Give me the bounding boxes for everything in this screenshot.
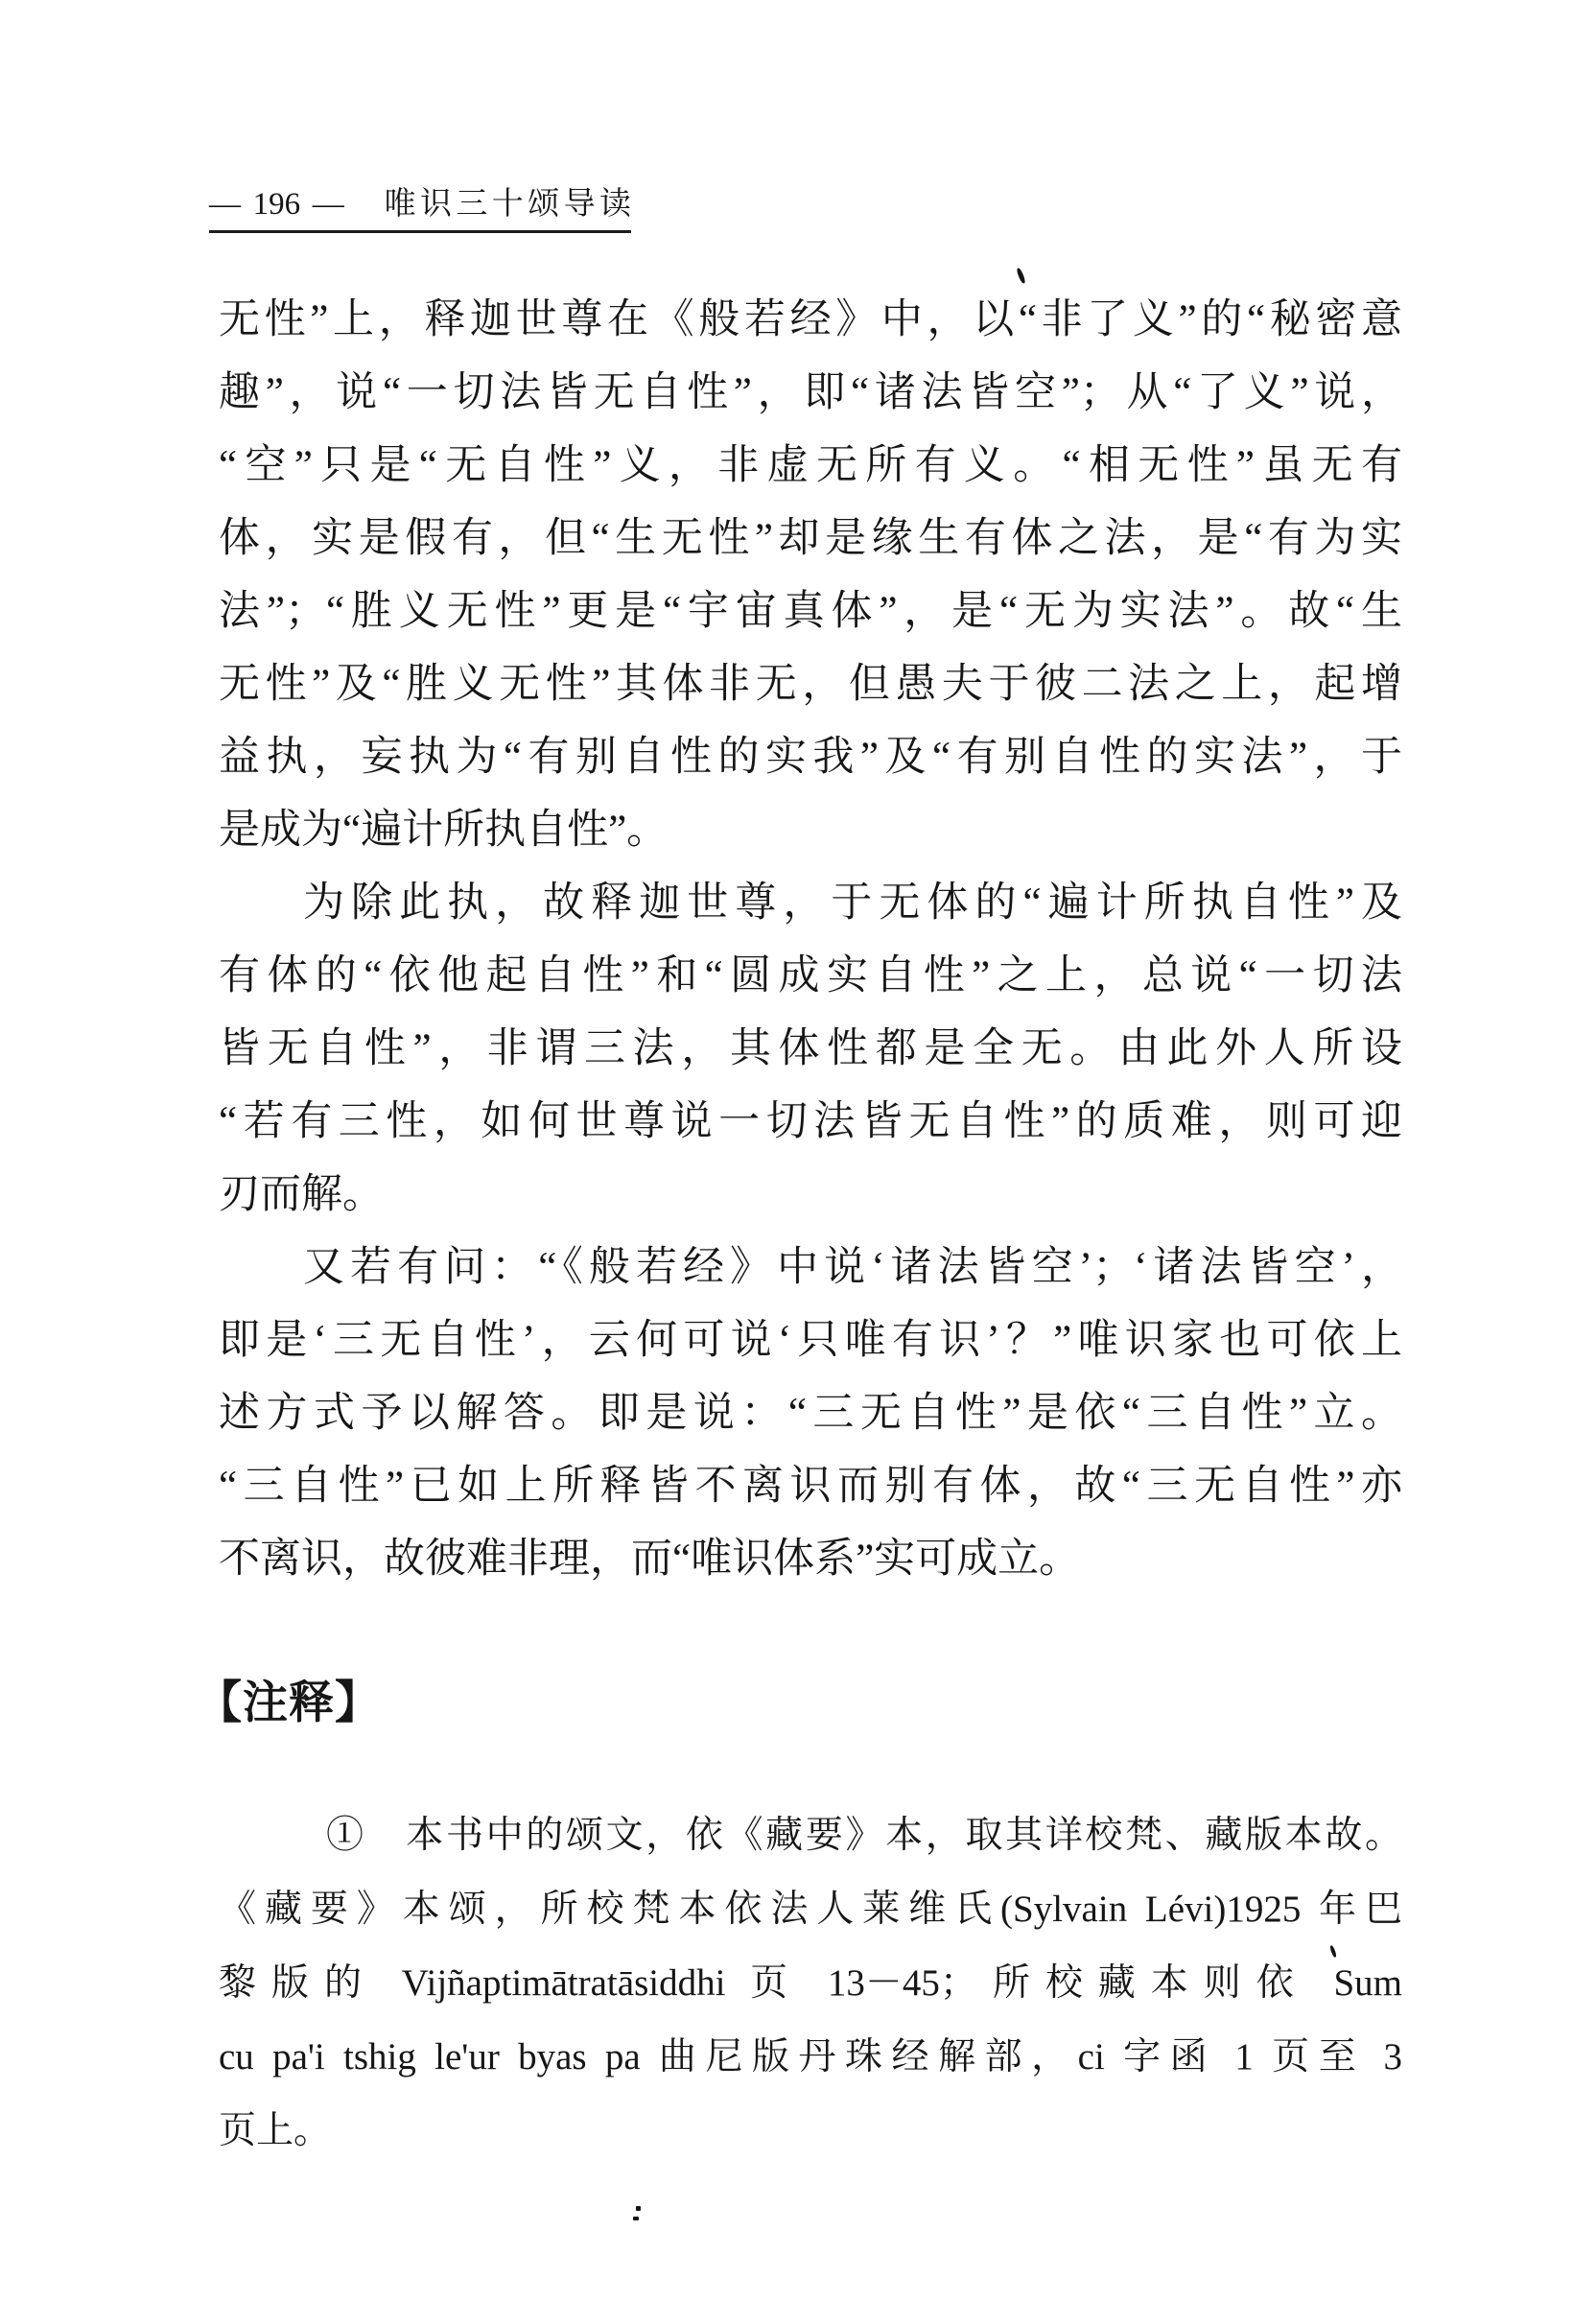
body-line: 体，实是假有，但“生无性”却是缘生有体之法，是“有为实: [219, 516, 1402, 561]
body-line: 为除此执，故释迦世尊，于无体的“遍计所执自性”及: [303, 880, 1402, 926]
footnote-line: ① 本书中的颂文，依《藏要》本，取其详校梵、藏版本故。: [326, 1815, 1402, 1856]
scan-artifact-dot: [636, 2206, 641, 2211]
body-line: 是成为“遍计所执自性”。: [219, 808, 669, 853]
footnote-line: 《藏要》本颂，所校梵本依法人莱维氏(Sylvain Lévi)1925 年巴: [219, 1889, 1402, 1930]
body-line: 又若有问：“《般若经》中说‘诸法皆空’；‘诸法皆空’，: [303, 1245, 1402, 1290]
scan-artifact-dot: [633, 2217, 639, 2220]
footnote-line: 黎版的 Vijñaptimātratāsiddhi 页 13－45；所校藏本则依 Sum: [219, 1962, 1402, 2004]
main-text-block: [219, 284, 1402, 1596]
body-line: 不离识，故彼难非理，而“唯识体系”实可成立。: [219, 1537, 1081, 1582]
body-line: “三自性”已如上所释皆不离识而别有体，故“三无自性”亦: [219, 1464, 1402, 1509]
footnotes-block: [219, 1798, 1402, 2168]
footnote-line: 页上。: [219, 2110, 332, 2151]
body-line: 无性”上，释迦世尊在《般若经》中，以“非了义”的“秘密意: [219, 297, 1402, 342]
body-line: 趣”，说“一切法皆无自性”，即“诸法皆空”；从“了义”说，: [219, 370, 1402, 415]
scan-artifact-tick: [1016, 268, 1026, 285]
body-line: 无性”及“胜义无性”其体非无，但愚夫于彼二法之上，起增: [219, 662, 1402, 707]
body-line: 有体的“依他起自性”和“圆成实自性”之上，总说“一切法: [219, 953, 1402, 998]
body-line: 益执，妄执为“有别自性的实我”及“有别自性的实法”，于: [219, 735, 1402, 780]
body-line: 皆无自性”，非谓三法，其体性都是全无。由此外人所设: [219, 1026, 1402, 1071]
running-head-text: — 196 — 唯识三十颂导读: [209, 186, 631, 233]
body-line: 述方式予以解答。即是说：“三无自性”是依“三自性”立。: [219, 1391, 1402, 1436]
body-line: 刃而解。: [219, 1172, 384, 1217]
notes-section-title: 【注释】: [197, 1679, 381, 1728]
body-line: “空”只是“无自性”义，非虚无所有义。“相无性”虽无有: [219, 443, 1402, 488]
body-line: “若有三性，如何世尊说一切法皆无自性”的质难，则可迎: [219, 1099, 1402, 1144]
running-head: [209, 186, 631, 233]
body-line: 法”；“胜义无性”更是“宇宙真体”，是“无为实法”。故“生: [219, 589, 1402, 634]
body-line: 即是‘三无自性’，云何可说‘只唯有识’？”唯识家也可依上: [219, 1318, 1402, 1363]
footnote-line: cu pa'i tshig le'ur byas pa 曲尼版丹珠经解部，ci 字函 1 页至 3: [219, 2036, 1402, 2078]
